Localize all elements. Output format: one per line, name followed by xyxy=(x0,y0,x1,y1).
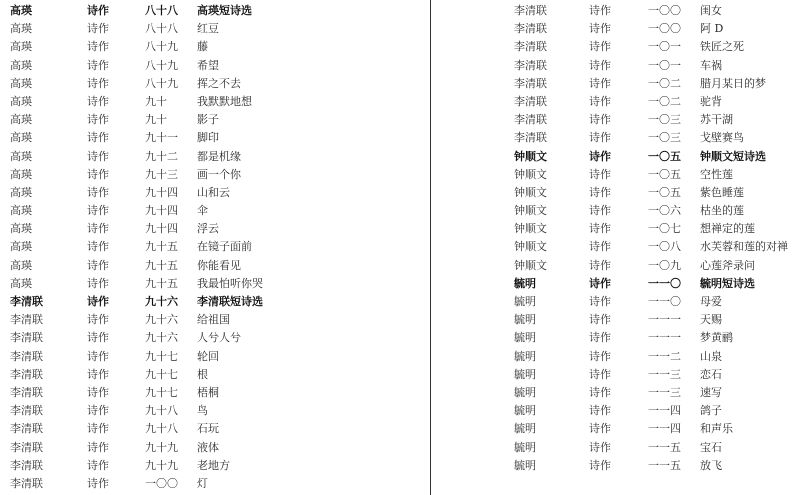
author-cell: 毓明 xyxy=(514,349,536,363)
toc-entry-row xyxy=(0,93,430,111)
genre-cell: 诗作 xyxy=(589,313,611,327)
genre-cell: 诗作 xyxy=(87,40,109,54)
page-number-cell: 九十五 xyxy=(145,240,178,254)
poem-title-cell: 闺女 xyxy=(700,4,722,17)
toc-entry-row xyxy=(0,166,430,184)
genre-cell: 诗作 xyxy=(589,22,611,36)
page-number-cell: 九十九 xyxy=(145,440,178,454)
toc-entry-row xyxy=(0,238,430,256)
page-number-cell: 一一五 xyxy=(648,458,681,472)
genre-cell: 诗作 xyxy=(589,76,611,90)
author-cell: 李清联 xyxy=(10,367,43,381)
toc-entry-row xyxy=(0,329,430,347)
poem-title-cell: 石玩 xyxy=(197,422,219,436)
toc-entry-row xyxy=(0,38,430,56)
genre-cell: 诗作 xyxy=(589,349,611,363)
author-cell: 毓明 xyxy=(514,404,536,418)
genre-cell: 诗作 xyxy=(87,76,109,90)
toc-entry-row xyxy=(432,20,800,38)
genre-cell: 诗作 xyxy=(589,295,611,308)
genre-cell: 诗作 xyxy=(589,367,611,381)
page-number-cell: 九十五 xyxy=(145,276,178,290)
genre-cell: 诗作 xyxy=(589,113,611,127)
toc-entry-row xyxy=(432,257,800,275)
author-cell: 钟顺文 xyxy=(514,240,547,254)
page-number-cell: 八十九 xyxy=(145,58,178,72)
author-cell: 高瑛 xyxy=(10,40,32,54)
author-cell: 李清联 xyxy=(514,22,547,36)
genre-cell: 诗作 xyxy=(87,240,109,254)
page-number-cell: 九十四 xyxy=(145,204,178,218)
page-number-cell: 一〇〇 xyxy=(648,4,681,17)
page-number-cell: 一〇五 xyxy=(648,167,681,181)
author-cell: 李清联 xyxy=(10,331,43,345)
page-number-cell: 一〇三 xyxy=(648,131,681,145)
page-number-cell: 九十六 xyxy=(145,331,178,345)
toc-entry-row xyxy=(432,57,800,75)
genre-cell: 诗作 xyxy=(589,204,611,218)
genre-cell: 诗作 xyxy=(589,94,611,108)
poem-title-cell: 画一个你 xyxy=(197,167,241,181)
author-cell: 李清联 xyxy=(10,404,43,418)
genre-cell: 诗作 xyxy=(87,404,109,418)
genre-cell: 诗作 xyxy=(87,222,109,236)
toc-entry-row xyxy=(432,2,800,20)
page-number-cell: 一〇〇 xyxy=(145,476,178,490)
page-number-cell: 一〇〇 xyxy=(648,22,681,36)
toc-entry-row xyxy=(0,148,430,166)
page-number-cell: 九十七 xyxy=(145,349,178,363)
poem-title-cell: 想禅定的莲 xyxy=(700,222,755,236)
toc-entry-row xyxy=(432,366,800,384)
author-cell: 毓明 xyxy=(514,458,536,472)
genre-cell: 诗作 xyxy=(589,185,611,199)
page-number-cell: 一一一 xyxy=(648,313,681,327)
author-cell: 高瑛 xyxy=(10,149,32,163)
author-cell: 毓明 xyxy=(514,422,536,436)
page-number-cell: 一一三 xyxy=(648,385,681,399)
poem-title-cell: 空性莲 xyxy=(700,167,733,181)
poem-title-cell: 我默默地想 xyxy=(197,94,252,108)
genre-cell: 诗作 xyxy=(87,4,109,17)
poem-title-cell: 影子 xyxy=(197,113,219,127)
author-cell: 李清联 xyxy=(10,385,43,399)
genre-cell: 诗作 xyxy=(87,113,109,127)
toc-entry-row xyxy=(432,184,800,202)
page-number-cell: 九十五 xyxy=(145,258,178,272)
page-number-cell: 八十八 xyxy=(145,22,178,36)
toc-entry-row xyxy=(432,439,800,457)
section-heading-row xyxy=(432,275,800,293)
author-cell: 高瑛 xyxy=(10,58,32,72)
toc-entry-row xyxy=(0,475,430,493)
genre-cell: 诗作 xyxy=(589,149,611,163)
page-number-cell: 一〇七 xyxy=(648,222,681,236)
author-cell: 高瑛 xyxy=(10,222,32,236)
genre-cell: 诗作 xyxy=(589,258,611,272)
poem-title-cell: 挥之不去 xyxy=(197,76,241,90)
author-cell: 李清联 xyxy=(514,94,547,108)
toc-entry-row xyxy=(0,184,430,202)
author-cell: 高瑛 xyxy=(10,240,32,254)
author-cell: 高瑛 xyxy=(10,185,32,199)
toc-entry-row xyxy=(0,311,430,329)
page-number-cell: 一一二 xyxy=(648,349,681,363)
page-number-cell: 一〇一 xyxy=(648,58,681,72)
genre-cell: 诗作 xyxy=(589,458,611,472)
poem-title-cell: 红豆 xyxy=(197,22,219,36)
genre-cell: 诗作 xyxy=(589,131,611,145)
toc-entry-row xyxy=(432,93,800,111)
genre-cell: 诗作 xyxy=(87,167,109,181)
toc-entry-row xyxy=(432,348,800,366)
page-number-cell: 一〇二 xyxy=(648,94,681,108)
author-cell: 李清联 xyxy=(10,440,43,454)
toc-entry-row xyxy=(432,311,800,329)
author-cell: 高瑛 xyxy=(10,22,32,36)
genre-cell: 诗作 xyxy=(589,4,611,17)
poem-title-cell: 藤 xyxy=(197,40,208,54)
toc-entry-row xyxy=(0,384,430,402)
author-cell: 李清联 xyxy=(514,131,547,145)
author-cell: 李清联 xyxy=(10,476,43,490)
genre-cell: 诗作 xyxy=(87,22,109,36)
poem-title-cell: 枯坐的莲 xyxy=(700,204,744,218)
poem-title-cell: 根 xyxy=(197,367,208,381)
author-cell: 李清联 xyxy=(514,76,547,90)
author-cell: 李清联 xyxy=(10,295,43,308)
author-cell: 钟顺文 xyxy=(514,149,547,163)
page-number-cell: 九十二 xyxy=(145,149,178,163)
page-number-cell: 八十八 xyxy=(145,4,178,17)
poem-title-cell: 戈壁赛鸟 xyxy=(700,131,744,145)
genre-cell: 诗作 xyxy=(589,422,611,436)
page-number-cell: 一一四 xyxy=(648,422,681,436)
page-number-cell: 一〇三 xyxy=(648,113,681,127)
section-heading-row xyxy=(432,148,800,166)
author-cell: 钟顺文 xyxy=(514,185,547,199)
genre-cell: 诗作 xyxy=(589,167,611,181)
poem-title-cell: 你能看见 xyxy=(197,258,241,272)
genre-cell: 诗作 xyxy=(589,222,611,236)
genre-cell: 诗作 xyxy=(589,404,611,418)
genre-cell: 诗作 xyxy=(87,276,109,290)
poem-title-cell: 毓明短诗选 xyxy=(700,276,755,290)
author-cell: 毓明 xyxy=(514,295,536,308)
author-cell: 钟顺文 xyxy=(514,258,547,272)
author-cell: 毓明 xyxy=(514,440,536,454)
page-number-cell: 九十 xyxy=(145,94,167,108)
genre-cell: 诗作 xyxy=(87,131,109,145)
page-number-cell: 一一四 xyxy=(648,404,681,418)
poem-title-cell: 液体 xyxy=(197,440,219,454)
page-number-cell: 九十七 xyxy=(145,385,178,399)
author-cell: 毓明 xyxy=(514,331,536,345)
poem-title-cell: 水芙蓉和莲的对禅 xyxy=(700,240,788,254)
genre-cell: 诗作 xyxy=(87,94,109,108)
toc-entry-row xyxy=(0,457,430,475)
toc-entry-row xyxy=(0,220,430,238)
page-number-cell: 九十八 xyxy=(145,422,178,436)
poem-title-cell: 浮云 xyxy=(197,222,219,236)
right-page-rows xyxy=(432,0,800,475)
poem-title-cell: 灯 xyxy=(197,476,208,490)
toc-entry-row xyxy=(432,166,800,184)
poem-title-cell: 恋石 xyxy=(700,367,722,381)
poem-title-cell: 和声乐 xyxy=(700,422,733,436)
poem-title-cell: 我最怕听你哭 xyxy=(197,276,263,290)
author-cell: 毓明 xyxy=(514,276,536,290)
genre-cell: 诗作 xyxy=(87,331,109,345)
poem-title-cell: 山和云 xyxy=(197,185,230,199)
toc-entry-row xyxy=(0,111,430,129)
genre-cell: 诗作 xyxy=(87,204,109,218)
author-cell: 李清联 xyxy=(10,458,43,472)
toc-entry-row xyxy=(0,57,430,75)
genre-cell: 诗作 xyxy=(589,240,611,254)
author-cell: 钟顺文 xyxy=(514,167,547,181)
author-cell: 钟顺文 xyxy=(514,222,547,236)
toc-entry-row xyxy=(0,20,430,38)
toc-entry-row xyxy=(0,129,430,147)
poem-title-cell: 鸽子 xyxy=(700,404,722,418)
author-cell: 李清联 xyxy=(10,422,43,436)
poem-title-cell: 腊月某日的梦 xyxy=(700,76,766,90)
genre-cell: 诗作 xyxy=(589,385,611,399)
page-number-cell: 九十六 xyxy=(145,295,178,308)
author-cell: 李清联 xyxy=(514,58,547,72)
author-cell: 毓明 xyxy=(514,385,536,399)
section-heading-row xyxy=(0,293,430,311)
poem-title-cell: 梧桐 xyxy=(197,385,219,399)
genre-cell: 诗作 xyxy=(589,276,611,290)
page-number-cell: 一一三 xyxy=(648,367,681,381)
poem-title-cell: 都是机缘 xyxy=(197,149,241,163)
genre-cell: 诗作 xyxy=(87,458,109,472)
poem-title-cell: 放飞 xyxy=(700,458,722,472)
page-number-cell: 八十九 xyxy=(145,76,178,90)
genre-cell: 诗作 xyxy=(87,185,109,199)
genre-cell: 诗作 xyxy=(589,58,611,72)
poem-title-cell: 宝石 xyxy=(700,440,722,454)
poem-title-cell: 苏干湖 xyxy=(700,113,733,127)
page-number-cell: 一〇五 xyxy=(648,149,681,163)
page-number-cell: 一一〇 xyxy=(648,295,681,308)
poem-title-cell: 驼背 xyxy=(700,94,722,108)
poem-title-cell: 心莲斧录问 xyxy=(700,258,755,272)
author-cell: 高瑛 xyxy=(10,113,32,127)
genre-cell: 诗作 xyxy=(87,149,109,163)
toc-entry-row xyxy=(432,75,800,93)
page-number-cell: 九十七 xyxy=(145,367,178,381)
toc-entry-row xyxy=(432,293,800,311)
page-number-cell: 一〇二 xyxy=(648,76,681,90)
poem-title-cell: 希望 xyxy=(197,58,219,72)
toc-entry-row xyxy=(0,420,430,438)
page-number-cell: 一〇九 xyxy=(648,258,681,272)
page-number-cell: 一〇五 xyxy=(648,185,681,199)
page-number-cell: 一一五 xyxy=(648,440,681,454)
toc-entry-row xyxy=(432,111,800,129)
page-number-cell: 九十六 xyxy=(145,313,178,327)
toc-entry-row xyxy=(0,348,430,366)
author-cell: 高瑛 xyxy=(10,94,32,108)
author-cell: 高瑛 xyxy=(10,76,32,90)
page-number-cell: 九十 xyxy=(145,113,167,127)
poem-title-cell: 山泉 xyxy=(700,349,722,363)
toc-entry-row xyxy=(0,75,430,93)
poem-title-cell: 轮回 xyxy=(197,349,219,363)
toc-entry-row xyxy=(432,420,800,438)
author-cell: 高瑛 xyxy=(10,258,32,272)
author-cell: 高瑛 xyxy=(10,276,32,290)
genre-cell: 诗作 xyxy=(87,349,109,363)
page-divider xyxy=(430,0,431,495)
author-cell: 毓明 xyxy=(514,367,536,381)
poem-title-cell: 伞 xyxy=(197,204,208,218)
poem-title-cell: 钟顺文短诗选 xyxy=(700,149,766,163)
poem-title-cell: 天赐 xyxy=(700,313,722,327)
page-number-cell: 九十四 xyxy=(145,222,178,236)
author-cell: 李清联 xyxy=(514,40,547,54)
author-cell: 李清联 xyxy=(10,313,43,327)
author-cell: 高瑛 xyxy=(10,167,32,181)
author-cell: 高瑛 xyxy=(10,204,32,218)
poem-title-cell: 给祖国 xyxy=(197,313,230,327)
toc-entry-row xyxy=(0,366,430,384)
toc-entry-row xyxy=(0,402,430,420)
page-number-cell: 一〇六 xyxy=(648,204,681,218)
poem-title-cell: 脚印 xyxy=(197,131,219,145)
author-cell: 高瑛 xyxy=(10,131,32,145)
toc-entry-row xyxy=(0,439,430,457)
genre-cell: 诗作 xyxy=(87,385,109,399)
poem-title-cell: 高瑛短诗选 xyxy=(197,4,252,17)
poem-title-cell: 老地方 xyxy=(197,458,230,472)
author-cell: 李清联 xyxy=(514,113,547,127)
toc-entry-row xyxy=(432,220,800,238)
genre-cell: 诗作 xyxy=(87,295,109,308)
page-number-cell: 一〇一 xyxy=(648,40,681,54)
page-number-cell: 九十一 xyxy=(145,131,178,145)
author-cell: 毓明 xyxy=(514,313,536,327)
poem-title-cell: 阿 D xyxy=(700,22,724,36)
toc-entry-row xyxy=(0,257,430,275)
genre-cell: 诗作 xyxy=(589,40,611,54)
author-cell: 李清联 xyxy=(10,349,43,363)
poem-title-cell: 梦黄鹂 xyxy=(700,331,733,345)
toc-entry-row xyxy=(432,38,800,56)
page-number-cell: 九十九 xyxy=(145,458,178,472)
genre-cell: 诗作 xyxy=(87,367,109,381)
poem-title-cell: 人兮人兮 xyxy=(197,331,241,345)
page-number-cell: 八十九 xyxy=(145,40,178,54)
genre-cell: 诗作 xyxy=(87,422,109,436)
toc-entry-row xyxy=(432,457,800,475)
genre-cell: 诗作 xyxy=(87,258,109,272)
genre-cell: 诗作 xyxy=(87,58,109,72)
poem-title-cell: 在镜子面前 xyxy=(197,240,252,254)
poem-title-cell: 速写 xyxy=(700,385,722,399)
genre-cell: 诗作 xyxy=(87,440,109,454)
toc-entry-row xyxy=(0,202,430,220)
poem-title-cell: 李清联短诗选 xyxy=(197,295,263,308)
toc-entry-row xyxy=(432,129,800,147)
genre-cell: 诗作 xyxy=(87,313,109,327)
page-number-cell: 九十四 xyxy=(145,185,178,199)
author-cell: 高瑛 xyxy=(10,4,32,17)
toc-entry-row xyxy=(432,202,800,220)
section-heading-row xyxy=(0,2,430,20)
poem-title-cell: 鸟 xyxy=(197,404,208,418)
right-page xyxy=(432,0,800,495)
poem-title-cell: 铁匠之死 xyxy=(700,40,744,54)
toc-entry-row xyxy=(432,402,800,420)
toc-entry-row xyxy=(0,275,430,293)
toc-entry-row xyxy=(432,329,800,347)
page-number-cell: 九十八 xyxy=(145,404,178,418)
poem-title-cell: 母爱 xyxy=(700,295,722,308)
page-number-cell: 一〇八 xyxy=(648,240,681,254)
poem-title-cell: 紫色睡莲 xyxy=(700,185,744,199)
genre-cell: 诗作 xyxy=(87,476,109,490)
author-cell: 李清联 xyxy=(514,4,547,17)
author-cell: 钟顺文 xyxy=(514,204,547,218)
page-number-cell: 一一一 xyxy=(648,331,681,345)
toc-entry-row xyxy=(432,384,800,402)
toc-entry-row xyxy=(432,238,800,256)
page-number-cell: 九十三 xyxy=(145,167,178,181)
genre-cell: 诗作 xyxy=(589,440,611,454)
poem-title-cell: 车祸 xyxy=(700,58,722,72)
page-number-cell: 一一〇 xyxy=(648,276,681,290)
genre-cell: 诗作 xyxy=(589,331,611,345)
